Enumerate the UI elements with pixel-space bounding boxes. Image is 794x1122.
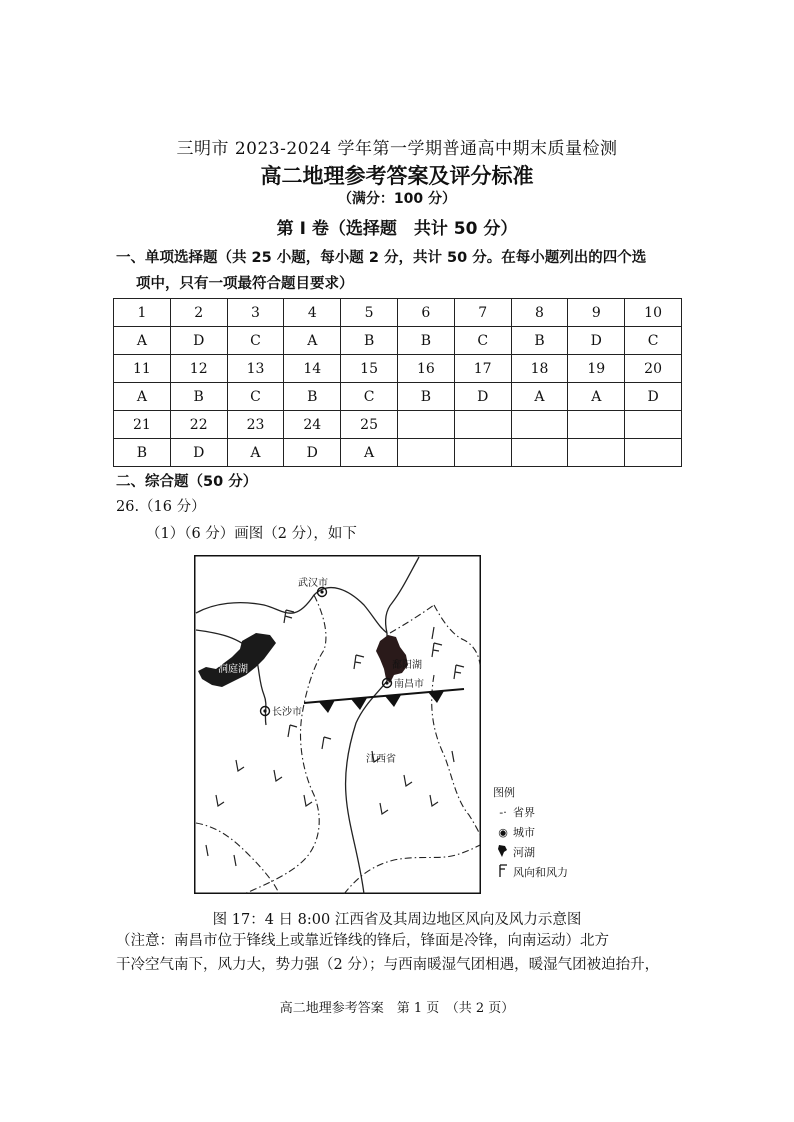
table-cell: 23 (227, 411, 284, 439)
table-cell: C (625, 327, 682, 355)
table-row (114, 355, 682, 383)
table-cell: 2 (170, 299, 227, 327)
exam-title: 三明市 2023-2024 学年第一学期普通高中期末质量检测 (176, 139, 618, 159)
table-cell: B (397, 327, 454, 355)
section1-title-line1: 一、单项选择题（共 25 小题，每小题 2 分，共计 50 分。在每小题列出的四个选 (116, 250, 647, 266)
table-row (114, 327, 682, 355)
label-nanchang: 南昌市 (394, 679, 424, 690)
table-cell (454, 439, 511, 467)
answer-table (113, 298, 682, 467)
table-cell (625, 439, 682, 467)
part-title: 第 I 卷（选择题 共计 50 分） (276, 219, 518, 239)
table-cell: A (114, 327, 171, 355)
note-line-2: 干冷空气南下，风力大，势力强（2 分）；与西南暖湿气团相遇，暖湿气团被迫抬升， (116, 957, 660, 973)
table-cell: 11 (114, 355, 171, 383)
table-cell: B (511, 327, 568, 355)
table-cell (511, 439, 568, 467)
table-cell: D (568, 327, 625, 355)
table-cell (568, 411, 625, 439)
doc-title: 高二地理参考答案及评分标准 (260, 164, 534, 188)
table-cell: B (170, 383, 227, 411)
table-cell: B (341, 327, 398, 355)
table-cell: C (227, 327, 284, 355)
table-row (114, 383, 682, 411)
table-cell: 9 (568, 299, 625, 327)
note-line-1: （注意：南昌市位于锋线上或靠近锋线的锋后，锋面是冷锋，向南运动）北方 (116, 933, 609, 949)
table-cell: D (454, 383, 511, 411)
label-poyang: 鄱阳湖 (392, 660, 422, 671)
legend-item-lake: 河湖 (493, 842, 568, 862)
label-jiangxi: 江西省 (366, 754, 396, 765)
table-row (114, 411, 682, 439)
table-cell: 14 (284, 355, 341, 383)
wind-barb-icon (493, 864, 513, 881)
page-footer: 高二地理参考答案 第 1 页 （共 2 页） (279, 1001, 515, 1016)
map-frame (195, 556, 481, 894)
table-cell: 21 (114, 411, 171, 439)
table-cell: 25 (341, 411, 398, 439)
table-cell: 16 (397, 355, 454, 383)
table-cell: C (227, 383, 284, 411)
question-26: 26.（16 分） (116, 499, 206, 515)
table-cell: C (341, 383, 398, 411)
table-cell: D (170, 439, 227, 467)
question-26-1: （1）（6 分）画图（2 分），如下 (146, 526, 357, 542)
table-cell: 5 (341, 299, 398, 327)
table-cell: 15 (341, 355, 398, 383)
table-cell: B (397, 383, 454, 411)
table-cell: 12 (170, 355, 227, 383)
legend-title: 图例 (493, 786, 515, 799)
table-cell: 8 (511, 299, 568, 327)
table-cell: 13 (227, 355, 284, 383)
legend-item-wind: 风向和风力 (493, 862, 568, 882)
figure-caption: 图 17：4 日 8:00 江西省及其周边地区风向及风力示意图 (212, 912, 582, 928)
table-cell: 24 (284, 411, 341, 439)
table-cell: A (284, 327, 341, 355)
table-cell: A (114, 383, 171, 411)
table-cell: B (284, 383, 341, 411)
table-cell (397, 439, 454, 467)
table-cell: A (227, 439, 284, 467)
table-cell (625, 411, 682, 439)
table-cell (397, 411, 454, 439)
section2-title: 二、综合题（50 分） (116, 474, 258, 490)
boundary-symbol-icon: -· (499, 805, 507, 819)
table-cell: 6 (397, 299, 454, 327)
section1-title-line2: 项中，只有一项最符合题目要求） (136, 276, 354, 292)
table-cell (511, 411, 568, 439)
table-cell: 20 (625, 355, 682, 383)
table-cell: 3 (227, 299, 284, 327)
label-wuhan: 武汉市 (298, 578, 328, 589)
table-cell: 19 (568, 355, 625, 383)
table-cell: D (625, 383, 682, 411)
table-cell: A (511, 383, 568, 411)
table-row (114, 439, 682, 467)
table-cell: 4 (284, 299, 341, 327)
legend-item-city: ◉ 城市 (493, 822, 568, 842)
table-row (114, 299, 682, 327)
map-legend (493, 782, 568, 882)
table-cell (568, 439, 625, 467)
table-cell (454, 411, 511, 439)
table-cell: 7 (454, 299, 511, 327)
table-cell: D (170, 327, 227, 355)
weather-map (194, 555, 481, 894)
lake-symbol-icon (493, 844, 513, 861)
table-cell: A (568, 383, 625, 411)
legend-item-boundary: -· 省界 (493, 802, 568, 822)
table-cell: 22 (170, 411, 227, 439)
table-cell: 10 (625, 299, 682, 327)
table-cell: B (114, 439, 171, 467)
table-cell: 17 (454, 355, 511, 383)
table-cell: C (454, 327, 511, 355)
table-cell: 18 (511, 355, 568, 383)
label-dongting: 洞庭湖 (218, 664, 248, 675)
city-symbol-icon: ◉ (498, 825, 508, 839)
table-cell: 1 (114, 299, 171, 327)
label-changsha: 长沙市 (272, 707, 302, 718)
table-cell: D (284, 439, 341, 467)
full-score: （满分：100 分） (337, 191, 457, 207)
table-cell: A (341, 439, 398, 467)
